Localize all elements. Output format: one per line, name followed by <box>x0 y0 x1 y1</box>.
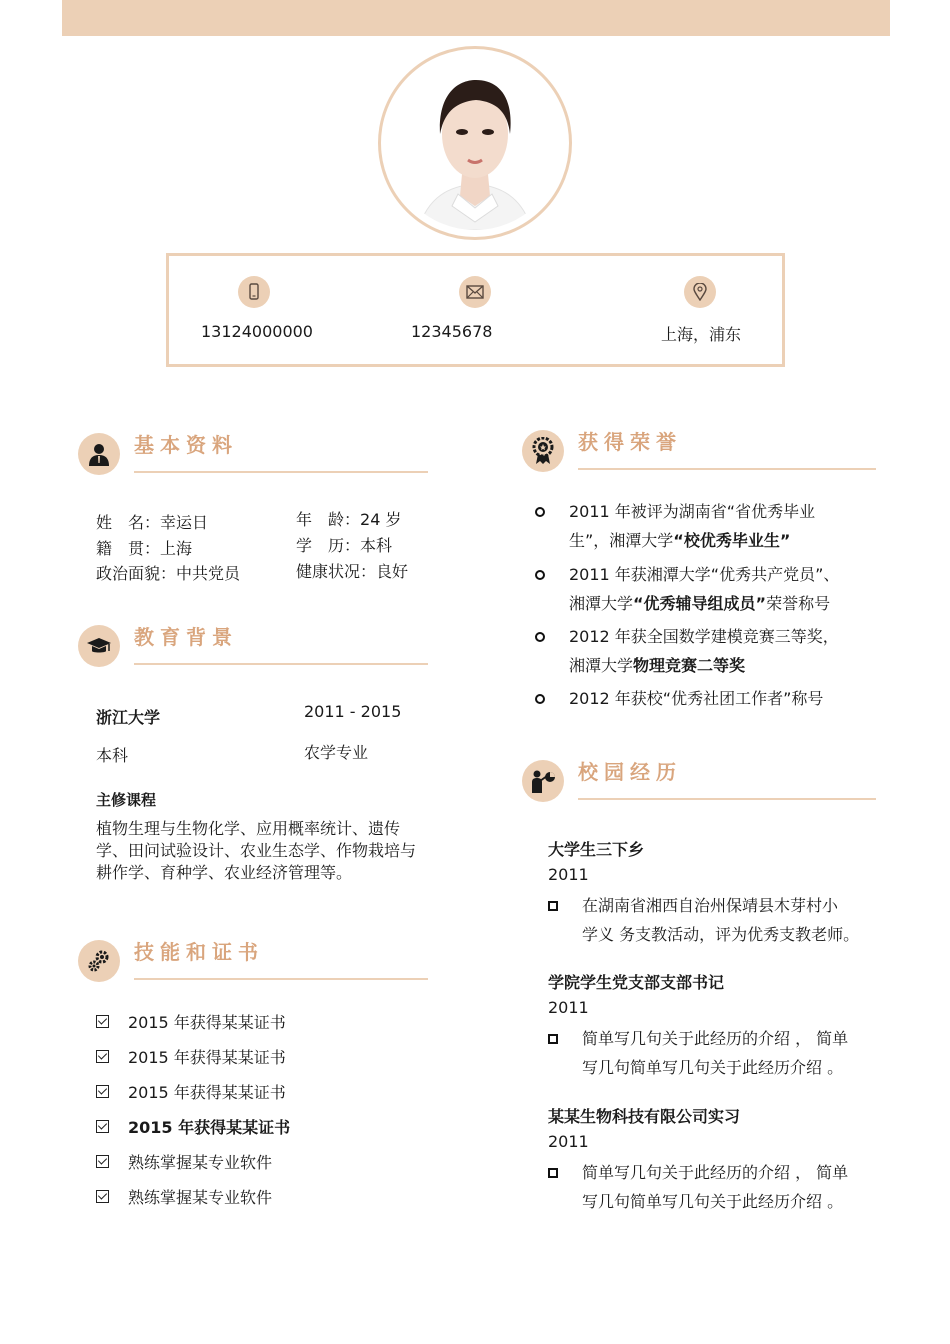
age-value: 24 岁 <box>360 510 402 529</box>
name-label: 姓 名： <box>96 513 161 532</box>
major: 农学专业 <box>304 743 369 762</box>
education-level-label: 学 历： <box>296 536 361 555</box>
bullet-icon <box>535 694 545 704</box>
checkbox-checked-icon <box>96 1120 109 1133</box>
health-label: 健康状况： <box>296 562 377 581</box>
bullet-icon <box>535 570 545 580</box>
experience-year: 2011 <box>548 1132 589 1151</box>
graduation-cap-icon <box>78 625 120 667</box>
honor-item: 2012 年获全国数学建模竞赛三等奖， 湘潭大学物理竞赛二等奖 <box>535 622 855 680</box>
section-divider <box>134 663 428 665</box>
checkbox-checked-icon <box>96 1085 109 1098</box>
experience-title: 大学生三下乡 <box>548 840 645 859</box>
school-name: 浙江大学 <box>96 708 161 727</box>
location-value: 上海，浦东 <box>661 325 742 344</box>
section-title: 教育背景 <box>134 625 238 649</box>
experience-title: 某某生物科技有限公司实习 <box>548 1107 741 1126</box>
age-label: 年 龄： <box>296 510 361 529</box>
experience-description: 简单写几句关于此经历的介绍 ， 简单 写几句简单写几句关于此经历介绍 。 <box>548 1158 868 1216</box>
square-bullet-icon <box>548 901 558 911</box>
native-value: 上海 <box>160 539 193 558</box>
degree: 本科 <box>96 746 129 765</box>
profile-photo <box>388 56 562 230</box>
section-divider <box>134 471 428 473</box>
skill-item: 2015 年获得某某证书 <box>96 1080 286 1104</box>
location-pin-icon <box>684 276 716 308</box>
experience-year: 2011 <box>548 998 589 1017</box>
experience-description: 在湖南省湘西自治州保靖县木芽村小 学义 务支教活动，评为优秀支教老师。 <box>548 891 868 949</box>
experience-year: 2011 <box>548 865 589 884</box>
checkbox-checked-icon <box>96 1015 109 1028</box>
experience-title: 学院学生党支部支部书记 <box>548 973 725 992</box>
section-title: 校园经历 <box>578 760 682 784</box>
skill-item: 2015 年获得某某证书 <box>96 1010 286 1034</box>
checkbox-checked-icon <box>96 1050 109 1063</box>
top-accent-bar <box>62 0 890 36</box>
section-divider <box>578 798 876 800</box>
presentation-icon <box>522 760 564 802</box>
name-value: 幸运日 <box>160 513 209 532</box>
political-value: 中共党员 <box>176 564 241 583</box>
study-years: 2011 - 2015 <box>304 702 402 721</box>
honor-item: 2012 年获校“优秀社团工作者”称号 <box>535 684 855 713</box>
age-row <box>296 507 401 530</box>
experience-description: 简单写几句关于此经历的介绍 ， 简单 写几句简单写几句关于此经历介绍 。 <box>548 1024 868 1082</box>
political-label: 政治面貌： <box>96 564 177 583</box>
email-value: 12345678 <box>411 322 493 341</box>
award-medal-icon <box>522 430 564 472</box>
square-bullet-icon <box>548 1034 558 1044</box>
mail-icon <box>459 276 491 308</box>
checkbox-checked-icon <box>96 1155 109 1168</box>
skill-item: 熟练掌握某专业软件 <box>96 1150 272 1174</box>
skill-item: 熟练掌握某专业软件 <box>96 1185 272 1209</box>
gears-icon <box>78 940 120 982</box>
person-icon <box>78 433 120 475</box>
skill-item: 2015 年获得某某证书 <box>96 1045 286 1069</box>
skill-item: 2015 年获得某某证书 <box>96 1115 290 1139</box>
bullet-icon <box>535 507 545 517</box>
education-level-row <box>296 533 392 556</box>
native-label: 籍 贯： <box>96 539 161 558</box>
contact-box <box>166 253 785 367</box>
phone-icon <box>238 276 270 308</box>
native-row <box>96 536 192 559</box>
section-title: 基本资料 <box>134 433 238 457</box>
section-title: 获得荣誉 <box>578 430 682 454</box>
courses-title: 主修课程 <box>96 791 157 809</box>
section-title: 技能和证书 <box>134 940 264 964</box>
section-divider <box>134 978 428 980</box>
education-level-value: 本科 <box>360 536 393 555</box>
section-divider <box>578 468 876 470</box>
honor-item: 2011 年获湘潭大学“优秀共产党员”、 湘潭大学“优秀辅导组成员”荣誉称号 <box>535 560 855 618</box>
name-row <box>96 510 208 533</box>
health-value: 良好 <box>376 562 409 581</box>
honor-item: 2011 年被评为湖南省“省优秀毕业 生”，湘潭大学“校优秀毕业生” <box>535 497 855 555</box>
phone-number: 13124000000 <box>201 322 313 341</box>
health-row <box>296 559 408 582</box>
courses-text: 植物生理与生物化学、应用概率统计、遗传学、田问试验设计、农业生态学、作物栽培与耕作学、育种学、农业经济管理等。 <box>96 819 417 882</box>
checkbox-checked-icon <box>96 1190 109 1203</box>
square-bullet-icon <box>548 1168 558 1178</box>
bullet-icon <box>535 632 545 642</box>
profile-photo-frame <box>378 46 572 240</box>
political-row <box>96 561 240 584</box>
